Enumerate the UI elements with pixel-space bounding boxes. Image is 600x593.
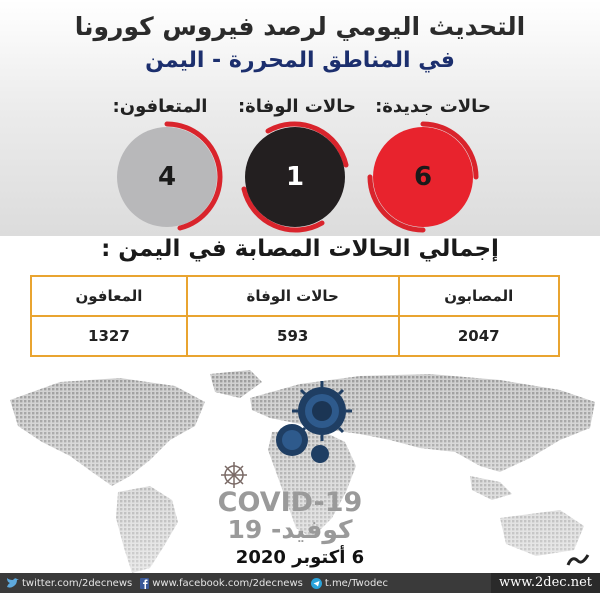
covid-ar-label: كوفيد- 19 <box>227 515 353 544</box>
date-label: 6 أكتوبر 2020 <box>235 547 365 568</box>
value-cell-cases: 2047 <box>399 316 559 356</box>
telegram-icon <box>311 578 322 589</box>
virus-icon <box>311 445 329 463</box>
value-cell-deaths: 593 <box>187 316 399 356</box>
table-header-row <box>31 276 559 316</box>
logo-icon <box>566 551 590 569</box>
totals-table <box>30 275 560 357</box>
twitter-icon <box>6 578 19 589</box>
virus-icon <box>276 424 308 456</box>
header-cell-recovered: المعافون <box>31 276 187 316</box>
new-cases-value: 6 <box>413 162 433 192</box>
table-values-row <box>31 316 559 356</box>
new-cases-label: حالات جديدة: <box>375 96 491 117</box>
header-cell-cases: المصابون <box>399 276 559 316</box>
page-subtitle: في المناطق المحررة - اليمن <box>145 48 455 73</box>
website-link[interactable]: www.2dec.net <box>491 573 600 593</box>
footer-facebook[interactable] <box>140 578 303 589</box>
footer-twitter[interactable] <box>6 578 132 589</box>
facebook-link[interactable]: www.facebook.com/2decnews <box>152 577 303 589</box>
value-cell-recovered: 1327 <box>31 316 187 356</box>
footer-bar <box>0 573 600 593</box>
recovered-circle <box>117 127 217 227</box>
header-cell-deaths: حالات الوفاة <box>187 276 399 316</box>
deaths-circle <box>245 127 345 227</box>
covid-en-label: COVID-19 <box>217 487 363 518</box>
twitter-link[interactable]: twitter.com/2decnews <box>22 577 133 589</box>
telegram-link[interactable]: t.me/Twodec <box>324 577 388 589</box>
deaths-label: حالات الوفاة: <box>237 96 357 117</box>
page-title: التحديث اليومي لرصد فيروس كورونا <box>74 12 526 41</box>
facebook-icon <box>140 578 149 589</box>
new-cases-circle <box>373 127 473 227</box>
deaths-value: 1 <box>285 162 305 192</box>
recovered-label: المتعافون: <box>112 96 208 117</box>
footer-telegram[interactable] <box>311 578 388 589</box>
recovered-value: 4 <box>157 162 177 192</box>
totals-title: إجمالي الحالات المصابة في اليمن : <box>101 236 499 262</box>
